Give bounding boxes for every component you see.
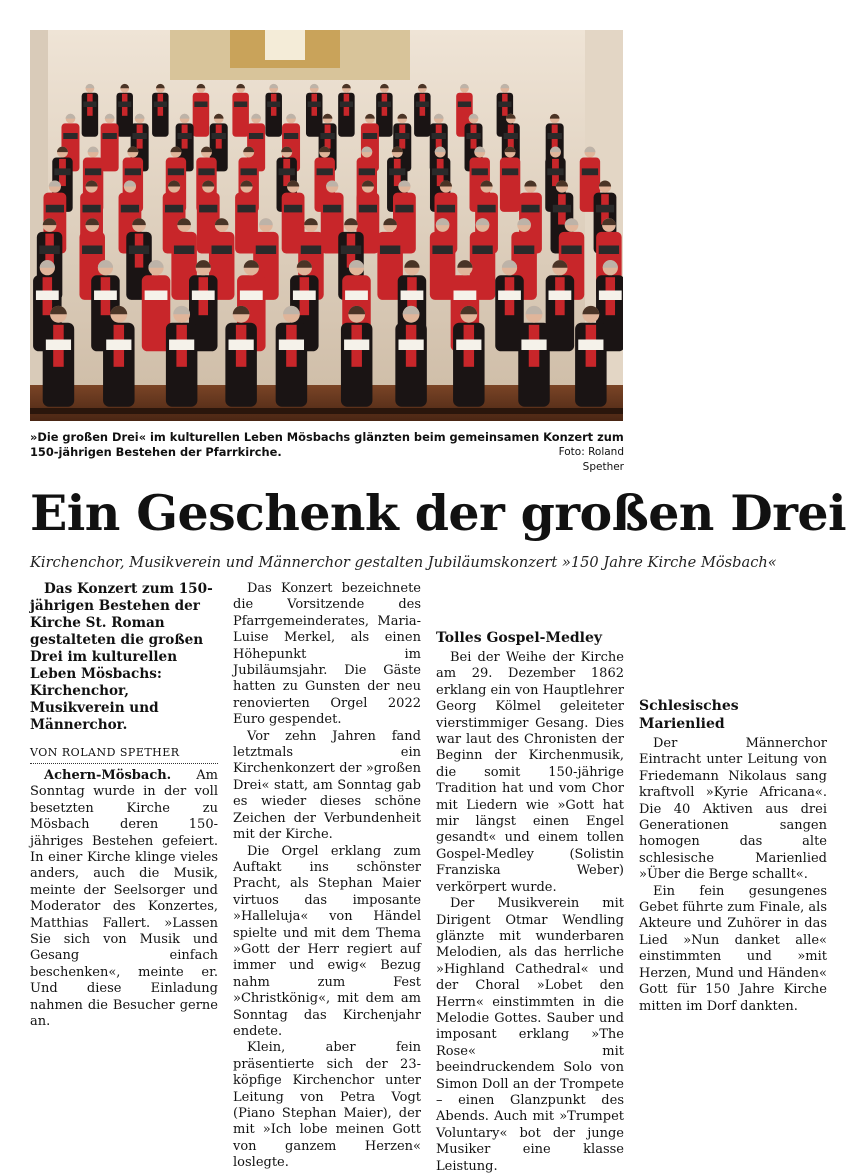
subtitle: Kirchenchor, Musikverein und Männerchor gestalten Jubiläumskonzert »150 Jahre Kirche Mösbach« [30,554,777,571]
column-1 [30,581,218,1031]
byline: VON ROLAND SPETHER [30,746,218,764]
lead-paragraph: Das Konzert zum 150-jährigen Bestehen der Kirche St. Roman gestalteten die großen Drei im kulturellen Leben Mösbachs: Kirchenchor, Musikverein und Männerchor. [30,581,213,733]
paragraph-8: Der Männerchor Eintracht unter Leitung von Friedemann Nikolaus sang kraftvoll »Kyrie Africana«. Die 40 Aktiven aus drei Generationen sangen homogen das alte schlesische Marienlied »Über die Berge schallt«. [639,736,827,883]
photo-credit: Foto: Roland Spether [558,446,624,473]
paragraph-4: Die Orgel erklang zum Auftakt ins schönster Pracht, als Stephan Maier virtuos das imposante »Halleluja« von Händel spielte und mit dem Thema »Gott der Herr regiert auf immer und ewig« Bezug nahm zum Fest »Christkönig«, mit dem am Sonntag das Kirchenjahr endete. [233,843,421,1039]
headline: Ein Geschenk der großen Drei [30,484,846,542]
paragraph-5: Klein, aber fein präsentierte sich der 23-köpfige Kirchenchor unter Leitung von Petra Vogt (Piano Stephan Maier), der mit »Ich lobe meinen Gott von ganzem Herzen« loslegte. [233,1040,421,1171]
paragraph-1-text: Am Sonntag wurde in der voll besetzten Kirche zu Mösbach deren 150-jähriges Bestehen gefeiert. In einer Kirche klinge vieles anders, auch die Musik, meinte der Seelsorger und Moderator des Konzertes, Matthias Fallert. »Lassen Sie sich von Musik und Gesang einfach beschenken«, meinte er. Und diese Einladung nahmen die Besucher gerne an. [30,768,218,1030]
column-4 [639,581,827,1015]
column-2 [233,581,421,1172]
dateline: Achern-Mösbach. [44,768,172,783]
subheading-marienlied: Schlesisches Marienlied [639,698,739,732]
paragraph-9: Ein fein gesungenes Gebet führte zum Finale, als Akteure und Zuhörer in das Lied »Nun danket alle« einstimmten und »mit Herzen, Mund und Händen« Gott für 150 Jahre Kirche mitten im Dorf dankten. [639,883,827,1014]
paragraph-3: Vor zehn Jahren fand letztmals ein Kirchenkonzert der »großen Drei« statt, am Sonntag gab es wieder dieses schöne Zeichen der Verbundenheit mit der Kirche. [233,728,421,843]
paragraph-2: Das Konzert bezeichnete die Vorsitzende des Pfarrgemeinderates, Maria-Luise Merkel, als einen Höhepunkt im Jubiläumsjahr. Die Gäste hatten zu Gunsten der neu renovierten Orgel 2022 Euro gespendet. [233,581,421,728]
concert-photo [30,30,623,421]
photo-caption: »Die großen Drei« im kulturellen Leben Mösbachs glänzten beim gemeinsamen Konzert zum 150-jährigen Bestehen der Pfarrkirche. [30,430,624,459]
paragraph-7: Der Musikverein mit Dirigent Otmar Wendling glänzte mit wunderbaren Melodien, als das herrliche »Highland Cathedral« und der Choral »Lobet den Herrn« einstimmten in die Melodie Gottes. Sauber und imposant erklang »The Rose« mit beeindruckendem Solo von Simon Doll an der Trompete – einen Glanzpunkt des Abends. Auch mit »Trumpet Voluntary« bot der junge Musiker eine klasse Leistung. [436,896,624,1174]
choir-photo-image [30,30,623,421]
paragraph-6: Bei der Weihe der Kirche am 29. Dezember 1862 erklang ein von Hauptlehrer Georg Kölmel geleiteter vierstimmiger Gesang. Dies war laut des Chronisten der Beginn der Kirchenmusik, die somit 150-jährige Tradition hat und vom Chor mit Liedern wie »Gott hat mir längst einen Engel gesandt« und einem tollen Gospel-Medley (Solistin Franziska Weber) verkörpert wurde. [436,650,624,895]
subheading-gospel: Tolles Gospel-Medley [436,630,603,646]
column-3 [436,581,624,1175]
paragraph-1 [30,768,218,1031]
